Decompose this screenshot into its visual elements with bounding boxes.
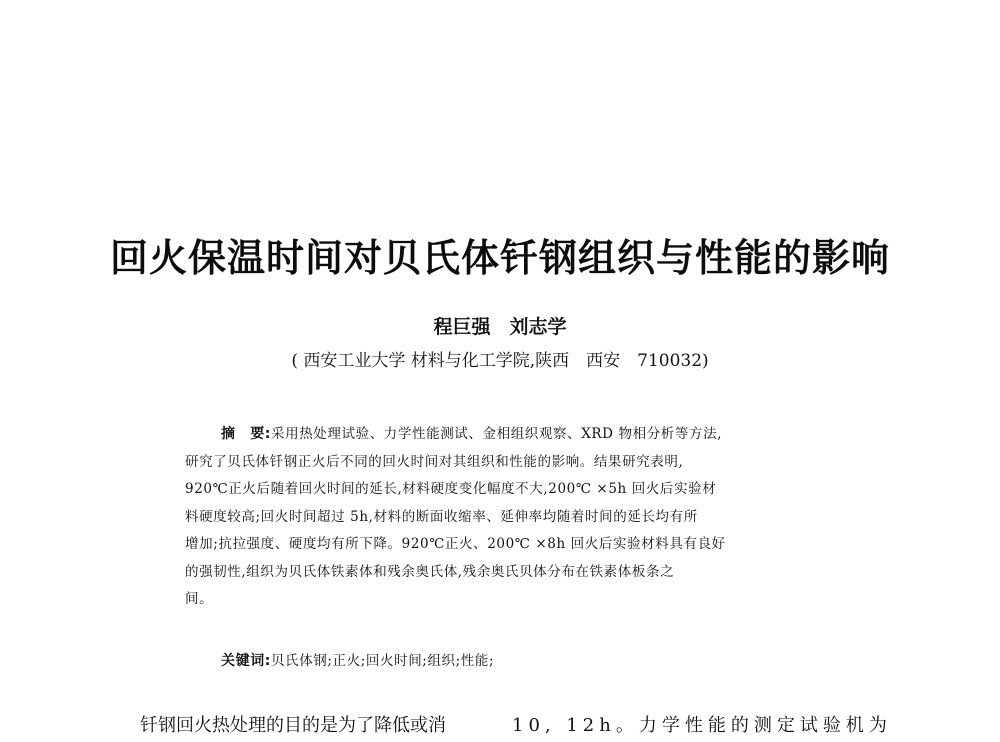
abstract-text: 采用热处理试验、力学性能测试、金相组织观察、XRD 物相分析等方法, xyxy=(271,426,723,442)
abstract-line xyxy=(185,421,825,449)
paper-title: 回火保温时间对贝氏体钎钢组织与性能的影响 xyxy=(109,236,890,280)
abstract-line: 的强韧性,组织为贝氏体铁素体和残余奥氏体,残余奥氏贝体分布在铁素体板条之 xyxy=(185,563,675,580)
abstract-line: 研究了贝氏体钎钢正火后不同的回火时间对其组织和性能的影响。结果研究表明, xyxy=(185,453,684,470)
abstract-line: 920℃正火后随着回火时间的延长,材料硬度变化幅度不大,200℃ ×5h 回火后实验材 xyxy=(185,481,717,497)
keywords-line xyxy=(221,648,494,674)
keywords-text: 贝氏体钢;正火;回火时间;组织;性能; xyxy=(271,653,495,669)
abstract-line: 料硬度较高;回火时间超过 5h,材料的断面收缩率、延伸率均随着时间的延长均有所 xyxy=(185,508,698,525)
body-text-left-column: 钎钢回火热处理的目的是为了降低或消 xyxy=(140,715,446,736)
keywords-label: 关键词: xyxy=(221,653,271,669)
abstract-label: 摘 要: xyxy=(221,426,271,442)
author-affiliation: ( 西安工业大学 材料与化工学院,陕西 西安 710032) xyxy=(291,351,709,371)
abstract-line: 增加;抗拉强度、硬度均有所下降。920℃正火、200℃ ×8h 回火后实验材料具有良好 xyxy=(185,536,726,552)
abstract-block xyxy=(185,421,825,614)
abstract-line: 间。 xyxy=(185,591,214,607)
body-text-right-column: 10, 12h。力学性能的测定试验机为 xyxy=(512,715,892,736)
author-list: 程巨强 刘志学 xyxy=(433,316,567,338)
